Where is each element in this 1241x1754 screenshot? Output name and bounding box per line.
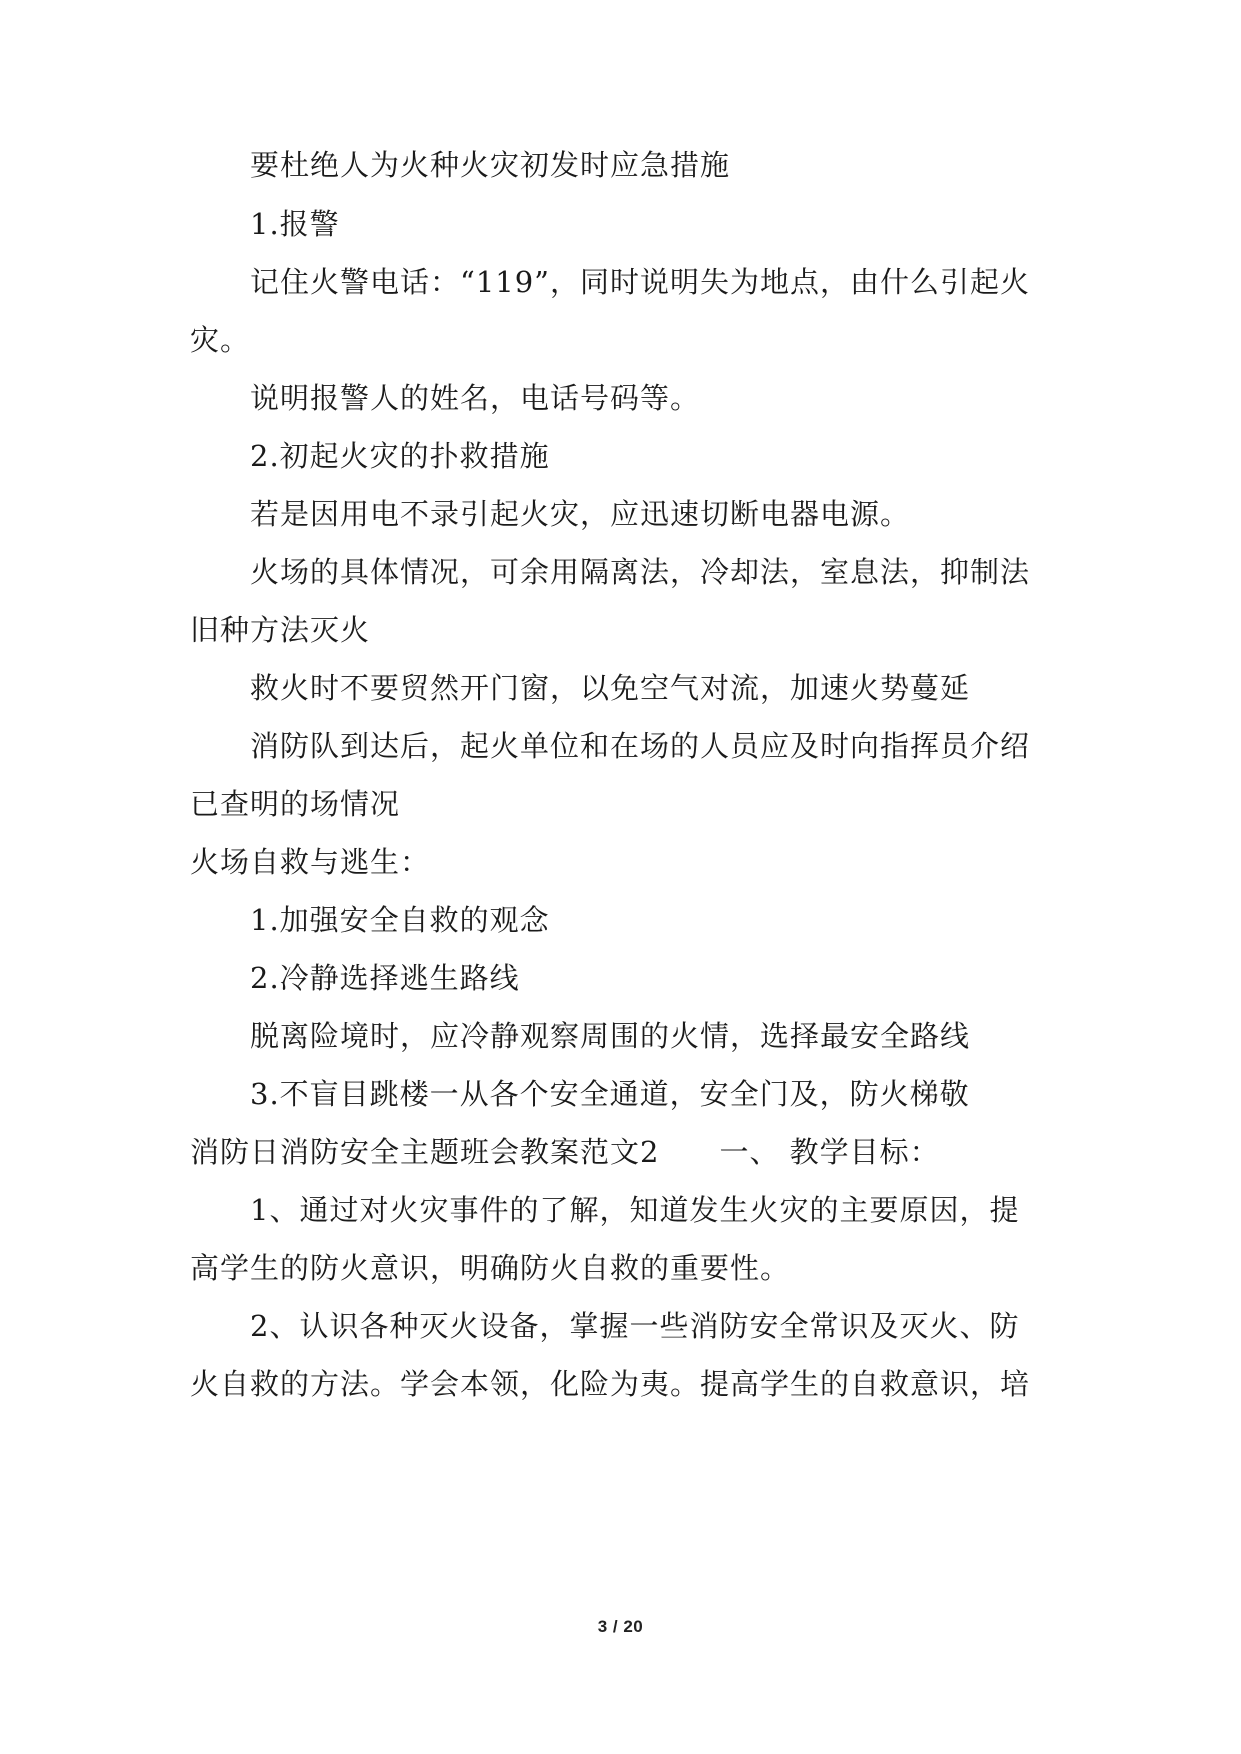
paragraph-line: 2.初起火灾的扑救措施 bbox=[250, 439, 550, 473]
paragraph-line: 1.报警 bbox=[250, 207, 340, 241]
paragraph-line: 旧种方法灭火 bbox=[190, 613, 371, 647]
paragraph-line: 说明报警人的姓名，电话号码等。 bbox=[250, 381, 701, 415]
paragraph-line: 灾。 bbox=[190, 323, 251, 357]
paragraph-line: 已查明的场情况 bbox=[190, 787, 401, 821]
section-heading: 消防日消防安全主题班会教案范文2 一、 教学目标： bbox=[190, 1135, 940, 1169]
paragraph-line: 若是因用电不录引起火灾，应迅速切断电器电源。 bbox=[250, 497, 911, 531]
paragraph-line: 救火时不要贸然开门窗，以免空气对流，加速火势蔓延 bbox=[250, 671, 971, 705]
section-heading: 火场自救与逃生： bbox=[190, 845, 431, 879]
paragraph-line: 3.不盲目跳楼一从各个安全通道，安全门及，防火梯敬 bbox=[250, 1077, 970, 1111]
paragraph-line: 消防队到达后，起火单位和在场的人员应及时向指挥员介绍 bbox=[250, 729, 1031, 763]
paragraph-line: 2、认识各种灭火设备，掌握一些消防安全常识及灭火、防 bbox=[250, 1309, 1020, 1343]
paragraph-line: 脱离险境时，应冷静观察周围的火情，选择最安全路线 bbox=[250, 1019, 971, 1053]
paragraph-line: 1、通过对火灾事件的了解，知道发生火灾的主要原因，提 bbox=[250, 1193, 1020, 1227]
paragraph-line: 1.加强安全自救的观念 bbox=[250, 903, 550, 937]
paragraph-line: 2.冷静选择逃生路线 bbox=[250, 961, 520, 995]
paragraph-line: 火自救的方法。学会本领，化险为夷。提高学生的自救意识，培 bbox=[190, 1367, 1031, 1401]
paragraph-line: 要杜绝人为火种火灾初发时应急措施 bbox=[250, 148, 731, 182]
page-number: 3 / 20 bbox=[597, 1617, 644, 1636]
paragraph-line: 记住火警电话：“119”，同时说明失为地点，由什么引起火 bbox=[250, 265, 1031, 299]
paragraph-line: 高学生的防火意识，明确防火自救的重要性。 bbox=[190, 1251, 791, 1285]
paragraph-line: 火场的具体情况，可余用隔离法，冷却法，室息法，抑制法 bbox=[250, 555, 1031, 589]
